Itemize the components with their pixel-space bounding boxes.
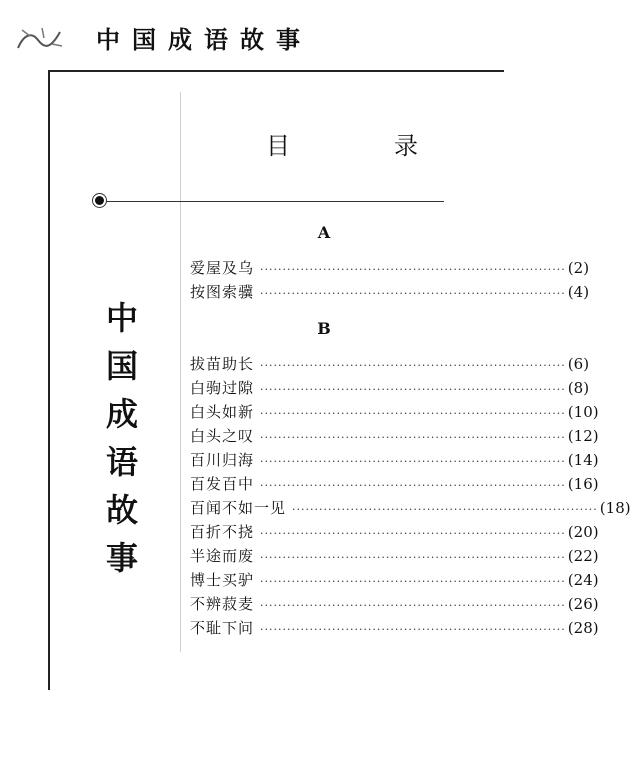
entry-title: 按图索骥 [190, 283, 255, 301]
toc-heading: 目 录 [266, 132, 458, 160]
toc-entry[interactable] [190, 544, 599, 568]
vertical-title-char: 国 [105, 347, 138, 385]
entry-title: 百发百中 [190, 475, 255, 493]
toc-entry[interactable] [190, 424, 599, 448]
toc-entry[interactable] [190, 448, 599, 472]
section-letter-a: A [317, 223, 331, 242]
toc-entry[interactable] [190, 280, 590, 304]
dot-leader: ···································································· [260, 527, 566, 540]
vertical-title-char: 语 [105, 443, 138, 481]
dot-leader: ···································································· [260, 551, 566, 564]
dot-leader: ···································································· [260, 263, 566, 276]
dot-leader: ···································································· [260, 479, 566, 492]
heading-rule [106, 201, 444, 202]
dot-leader: ···································································· [260, 575, 566, 588]
dot-leader: ···································································· [260, 407, 566, 420]
entry-title: 爱屋及乌 [190, 259, 255, 277]
dot-leader: ···································································· [260, 383, 566, 396]
entry-title: 百闻不如一见 [190, 499, 287, 517]
section-letter-b: B [317, 319, 331, 338]
dot-leader: ···································································· [260, 623, 566, 636]
dot-leader: ···································································· [292, 503, 598, 516]
entry-page: (2) [567, 259, 590, 277]
vertical-title-char: 中 [105, 299, 138, 337]
entry-page: (10) [567, 403, 599, 421]
entry-title: 白驹过隙 [190, 379, 255, 397]
dot-leader: ···································································· [260, 455, 566, 468]
dot-leader: ···································································· [260, 431, 566, 444]
running-header-title: 中国成语故事 [96, 25, 312, 54]
toc-entry[interactable] [190, 256, 590, 280]
frame-top-rule [48, 70, 504, 72]
frame-left-rule [48, 70, 50, 690]
toc-entry[interactable] [190, 472, 599, 496]
toc-entry[interactable] [190, 352, 590, 376]
table-of-contents [190, 222, 631, 640]
entry-title: 不耻下问 [190, 619, 255, 637]
calligraphy-ornament-icon [14, 22, 66, 58]
entry-page: (24) [567, 571, 599, 589]
entry-page: (6) [567, 355, 590, 373]
entry-page: (28) [567, 619, 599, 637]
entry-page: (22) [567, 547, 599, 565]
toc-entry[interactable] [190, 616, 599, 640]
entry-page: (8) [567, 379, 590, 397]
entry-page: (18) [599, 499, 631, 517]
entry-page: (12) [567, 427, 599, 445]
toc-entry[interactable] [190, 592, 599, 616]
dot-leader: ···································································· [260, 287, 566, 300]
entry-page: (14) [567, 451, 599, 469]
entry-title: 百川归海 [190, 451, 255, 469]
vertical-title-char: 故 [105, 491, 138, 529]
entry-title: 拔苗助长 [190, 355, 255, 373]
dot-leader: ···································································· [260, 359, 566, 372]
entry-page: (20) [567, 523, 599, 541]
toc-entry[interactable] [190, 520, 599, 544]
toc-entry[interactable] [190, 376, 590, 400]
entry-title: 百折不挠 [190, 523, 255, 541]
entry-title: 博士买驴 [190, 571, 255, 589]
entry-title: 不辨菽麦 [190, 595, 255, 613]
toc-entry[interactable] [190, 568, 599, 592]
vertical-title-char: 成 [105, 395, 138, 433]
entry-page: (4) [567, 283, 590, 301]
column-divider [180, 92, 181, 652]
vertical-book-title [104, 294, 140, 582]
entry-title: 白头之叹 [190, 427, 255, 445]
vertical-title-char: 事 [105, 539, 138, 577]
entry-title: 半途而废 [190, 547, 255, 565]
entry-page: (26) [567, 595, 599, 613]
toc-entry[interactable] [190, 400, 599, 424]
toc-entry[interactable] [190, 496, 631, 520]
entry-title: 白头如新 [190, 403, 255, 421]
dot-leader: ···································································· [260, 599, 566, 612]
entry-page: (16) [567, 475, 599, 493]
bullet-dot-icon [95, 196, 104, 205]
